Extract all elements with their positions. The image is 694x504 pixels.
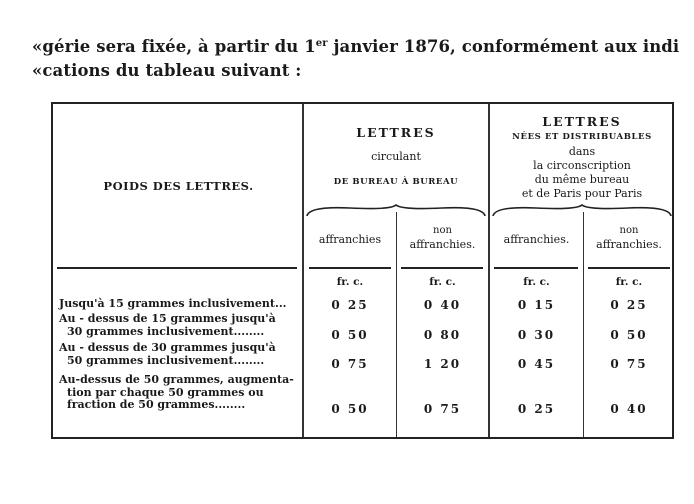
unit-col-1: fr. c.	[336, 276, 364, 288]
intro-line-1-sup: er	[315, 38, 328, 49]
value-cell: 0 30	[517, 328, 556, 342]
group2-col-affranchies: affranchies.	[503, 233, 570, 246]
row-label-line: 30 grammes inclusivement........	[67, 324, 265, 338]
row-label	[59, 313, 301, 338]
group1-sub2: DE BUREAU À BUREAU	[333, 177, 459, 187]
value-cell: 0 75	[423, 402, 462, 416]
brace-group2	[491, 204, 673, 218]
value-cell: 0 45	[517, 357, 556, 371]
value-cell: 0 80	[423, 328, 462, 342]
value-cell: 0 40	[423, 298, 462, 312]
header-rule-g2b	[588, 267, 670, 269]
row-label-line: fraction de 50 grammes........	[67, 398, 246, 411]
row-label-line: tion par chaque 50 grammes ou	[67, 385, 264, 399]
row-label-line: Au - dessus de 15 grammes jusqu'à	[59, 312, 276, 325]
group2-col-non-1: non	[619, 225, 639, 236]
row-label-line: Au - dessus de 30 grammes jusqu'à	[59, 341, 276, 354]
group2-sub2: dans	[568, 145, 596, 158]
group2-sub1: NÉES ET DISTRIBUABLES	[512, 132, 652, 142]
value-cell: 0 75	[331, 357, 369, 371]
row-label	[59, 342, 301, 367]
group1-col-non-2: affranchies.	[409, 238, 476, 251]
row-label	[59, 374, 301, 412]
group1-col-affranchies: affranchies	[318, 233, 382, 246]
group1-title: LETTRES	[356, 125, 436, 140]
value-cell: 0 25	[610, 298, 648, 312]
value-cell: 0 25	[517, 402, 556, 416]
value-cell: 0 50	[610, 328, 648, 342]
intro-text	[32, 32, 682, 83]
header-rule-g1a	[309, 267, 391, 269]
brace-group1	[305, 204, 487, 218]
header-rule-g2a	[494, 267, 578, 269]
intro-line-1	[32, 32, 682, 59]
group2-sub5: et de Paris pour Paris	[521, 187, 643, 200]
group1-sub1: circulant	[371, 150, 421, 163]
header-rule-g1b	[401, 267, 483, 269]
group2-col-non-2: affranchies.	[596, 238, 662, 251]
intro-line-1-b: janvier 1876, conformément aux indi	[327, 37, 680, 56]
unit-col-2: fr. c.	[429, 276, 456, 288]
value-cell: 0 50	[331, 328, 369, 342]
value-cell: 0 15	[517, 298, 556, 312]
intro-line-2: «cations du tableau suivant :	[32, 61, 302, 80]
intro-line-1-a: «gérie sera fixée, à partir du 1	[32, 37, 316, 56]
row-label-line: 50 grammes inclusivement........	[67, 353, 265, 367]
group2-sub3: la circonscription	[533, 159, 631, 172]
row-label	[59, 298, 301, 311]
group2-title: LETTRES	[542, 114, 622, 129]
row-label-line: Au-dessus de 50 grammes, augmenta-	[59, 373, 294, 386]
value-cell: 0 25	[331, 298, 369, 312]
value-cell: 0 75	[610, 357, 648, 371]
unit-col-3: fr. c.	[523, 276, 550, 288]
group2-sub4: du même bureau	[534, 173, 630, 186]
header-rule-left	[57, 267, 297, 269]
poids-header: POIDS DES LETTRES.	[103, 179, 254, 193]
value-cell: 0 40	[610, 402, 648, 416]
value-cell: 0 50	[331, 402, 369, 416]
unit-col-4: fr. c.	[615, 276, 643, 288]
group1-col-non-1: non	[433, 225, 452, 236]
row-label-line: Jusqu'à 15 grammes inclusivement...	[59, 297, 287, 310]
postage-rate-table	[51, 102, 674, 439]
value-cell: 1 20	[423, 357, 462, 371]
